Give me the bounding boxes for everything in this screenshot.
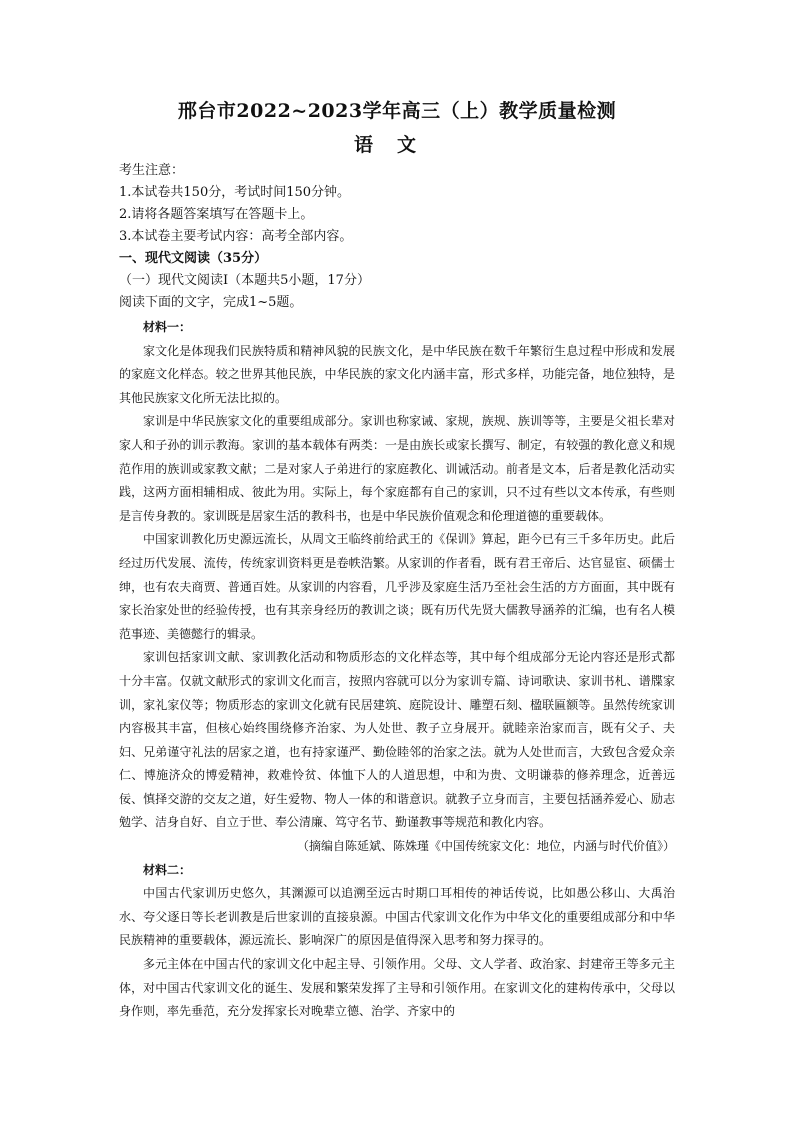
material-one-paragraph: 家文化是体现我们民族特质和精神风貌的民族文化，是中华民族在数千年繁衍生息过程中形成和发展的家庭文化样态。较之世界其他民族，中华民族的家文化内涵丰富，形式多样，功能完备，地位独特，是其他民族家文化所无法比拟的。	[119, 343, 675, 405]
reading-instruction: 阅读下面的文字，完成1~5题。	[119, 295, 303, 310]
exam-title: 邢台市2022~2023学年高三（上）教学质量检测	[177, 100, 617, 122]
material-one-paragraph: 家训包括家训文献、家训教化活动和物质形态的文化样态等，其中每个组成部分无论内容还是形式都十分丰富。仅就文献形式的家训文化而言，按照内容就可以分为家训专篇、诗词歌诀、家训书札、谱牒家训，家礼家仪等；物质形态的家训文化就有民居建筑、庭院设计、雕塑石刻、楹联匾额等。虽然传统家训内容极其丰富，但核心始终围绕修齐治家、为人处世、教子立身展开。就睦亲治家而言，既有父子、夫妇、兄弟谨守礼法的居家之道，也有持家谨严、勤俭睦邻的治家之法。就为人处世而言，大致包含爱众亲仁、博施济众的博爱精神，救难怜贫、体恤下人的人道思想，中和为贵、文明谦恭的修养理念，近善远佞、慎择交游的交友之道，好生爱物、物人一体的和谐意识。就教子立身而言，主要包括涵养爱心、励志勉学、洁身自好、自立于世、奉公清廉、笃守名节、勤谨教事等规范和教化内容。	[119, 650, 675, 830]
notice-heading: 考生注意：	[119, 163, 185, 178]
reading-passage	[119, 316, 675, 1024]
material-two-label: 材料二：	[143, 862, 192, 877]
notice-item: 2.请将各题答案填写在答题卡上。	[119, 207, 314, 222]
material-one-paragraph: 家训是中华民族家文化的重要组成部分。家训也称家诫、家规，族规、族训等等，主要是父祖长辈对家人和子孙的训示教海。家训的基本载体有两类：一是由族长或家长撰写、制定，有较强的教化意义和规范作用的族训或家教文献；二是对家人子弟进行的家庭教化、训诫活动。前者是文本，后者是教化活动实践，这两方面相辅相成、彼此为用。实际上，每个家庭都有自己的家训，只不过有些以文本传承，有些则是言传身教的。家训既是居家生活的教科书，也是中华民族价值观念和伦理道德的重要载体。	[119, 414, 675, 523]
material-one-citation: （摘编自陈延斌、陈姝瑾《中国传统家文化：地位，内涵与时代价值》）	[296, 839, 675, 854]
material-two-paragraph: 多元主体在中国古代的家训文化中起主导、引领作用。父母、文人学者、政治家、封建帝王等多元主体，对中国古代家训文化的诞生、发展和繁荣发挥了主导和引领作用。在家训文化的建构传承中，父母以身作则，率先垂范，充分发挥家长对晚辈立德、治学、齐家中的	[119, 957, 675, 1019]
section-heading: 一、现代文阅读（35分）	[119, 251, 268, 266]
notice-block	[119, 160, 675, 314]
material-one-label: 材料一：	[143, 320, 192, 334]
material-two-paragraph: 中国古代家训历史悠久，其渊源可以追溯至远古时期口耳相传的神话传说，比如愚公移山、大禹治水、夸父逐日等长老训教是后世家训的直接泉源。中国古代家训文化作为中华文化的重要组成部分和中华民族精神的重要载体，源远流长、影响深广的原因是值得深入思考和努力探寻的。	[119, 886, 675, 948]
notice-item: 1.本试卷共150分，考试时间150分钟。	[119, 185, 351, 200]
section-subheading: （一）现代文阅读Ⅰ（本题共5小题，17分）	[119, 273, 370, 288]
notice-item: 3.本试卷主要考试内容：高考全部内容。	[119, 229, 353, 244]
material-one-paragraph: 中国家训教化历史源远流长，从周文王临终前给武王的《保训》算起，距今已有三千多年历史。此后经过历代发展、流传，传统家训资料更是卷帙浩繁。从家训的作者看，既有君王帝后、达官显宦、硕儒士绅，也有农夫商贾、普通百姓。从家训的内容看，几乎涉及家庭生活乃至社会生活的方方面面，其中既有家长治家处世的经验传授，也有其亲身经历的教训之谈；既有历代先贤大儒教导涵养的汇编，也有名人模范事迹、美德懿行的辑录。	[119, 532, 675, 641]
subject-title: 语文	[353, 134, 440, 156]
